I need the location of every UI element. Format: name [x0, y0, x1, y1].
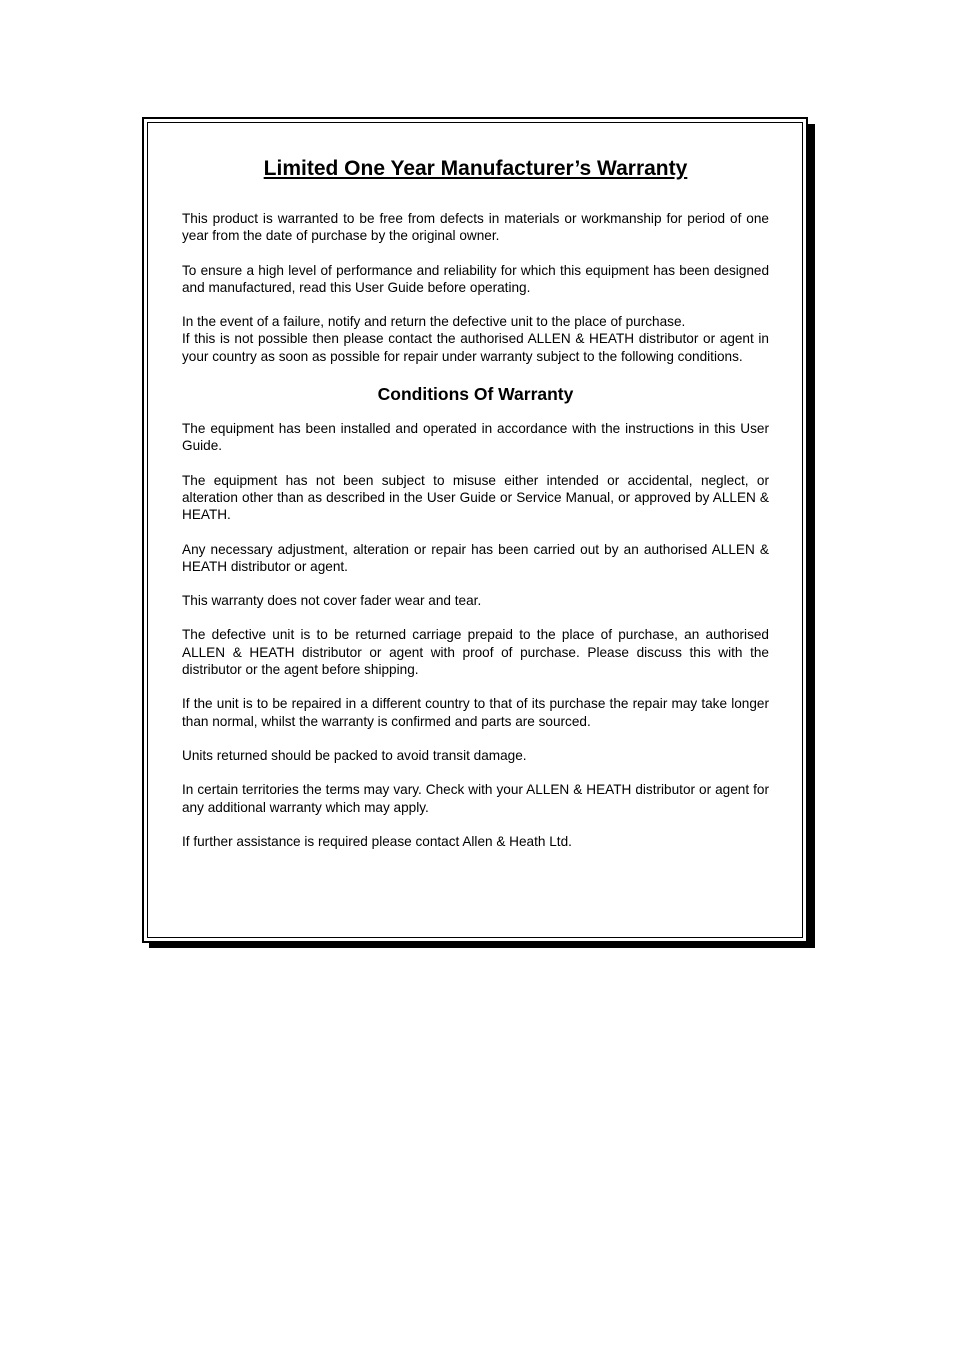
condition-paragraph-4: This warranty does not cover fader wear and tear.: [182, 593, 482, 609]
condition-paragraph-5: The defective unit is to be returned carriage prepaid to the place of purchase, an authorised ALLEN & HEATH distributor or agent with proof of purchase. Please discuss this with the distributor or the agent before shipping.: [182, 627, 769, 678]
condition-paragraph-6: If the unit is to be repaired in a different country to that of its purchase the repair may take longer than normal, whilst the warranty is confirmed and parts are sourced.: [182, 696, 769, 729]
conditions-heading: Conditions Of Warranty: [377, 384, 574, 405]
condition-paragraph-9: If further assistance is required please contact Allen & Heath Ltd.: [182, 833, 572, 849]
intro-paragraph-3: In the event of a failure, notify and return the defective unit to the place of purchase.: [182, 314, 686, 330]
intro-paragraph-2: To ensure a high level of performance and reliability for which this equipment has been designed and manufactured, read this User Guide before operating.: [182, 262, 769, 295]
condition-paragraph-7: Units returned should be packed to avoid transit damage.: [182, 747, 527, 763]
intro-paragraph-1: This product is warranted to be free from defects in materials or workmanship for period of one year from the date of purchase by the original owner.: [182, 211, 769, 244]
condition-paragraph-2: The equipment has not been subject to misuse either intended or accidental, neglect, or alteration other than as described in the User Guide or Service Manual, or approved by ALLEN & HEATH.: [182, 472, 769, 523]
warranty-content: [182, 155, 769, 850]
condition-paragraph-1: The equipment has been installed and operated in accordance with the instructions in this User Guide.: [182, 421, 769, 454]
condition-paragraph-8: In certain territories the terms may vary. Check with your ALLEN & HEATH distributor or agent for any additional warranty which may apply.: [182, 782, 769, 815]
intro-paragraph-4: If this is not possible then please contact the authorised ALLEN & HEATH distributor or agent in your country as soon as possible for repair under warranty subject to the following conditions.: [182, 331, 769, 364]
page-title: Limited One Year Manufacturer’s Warranty: [263, 157, 688, 180]
condition-paragraph-3: Any necessary adjustment, alteration or repair has been carried out by an authorised ALLEN & HEATH distributor or agent.: [182, 541, 769, 574]
